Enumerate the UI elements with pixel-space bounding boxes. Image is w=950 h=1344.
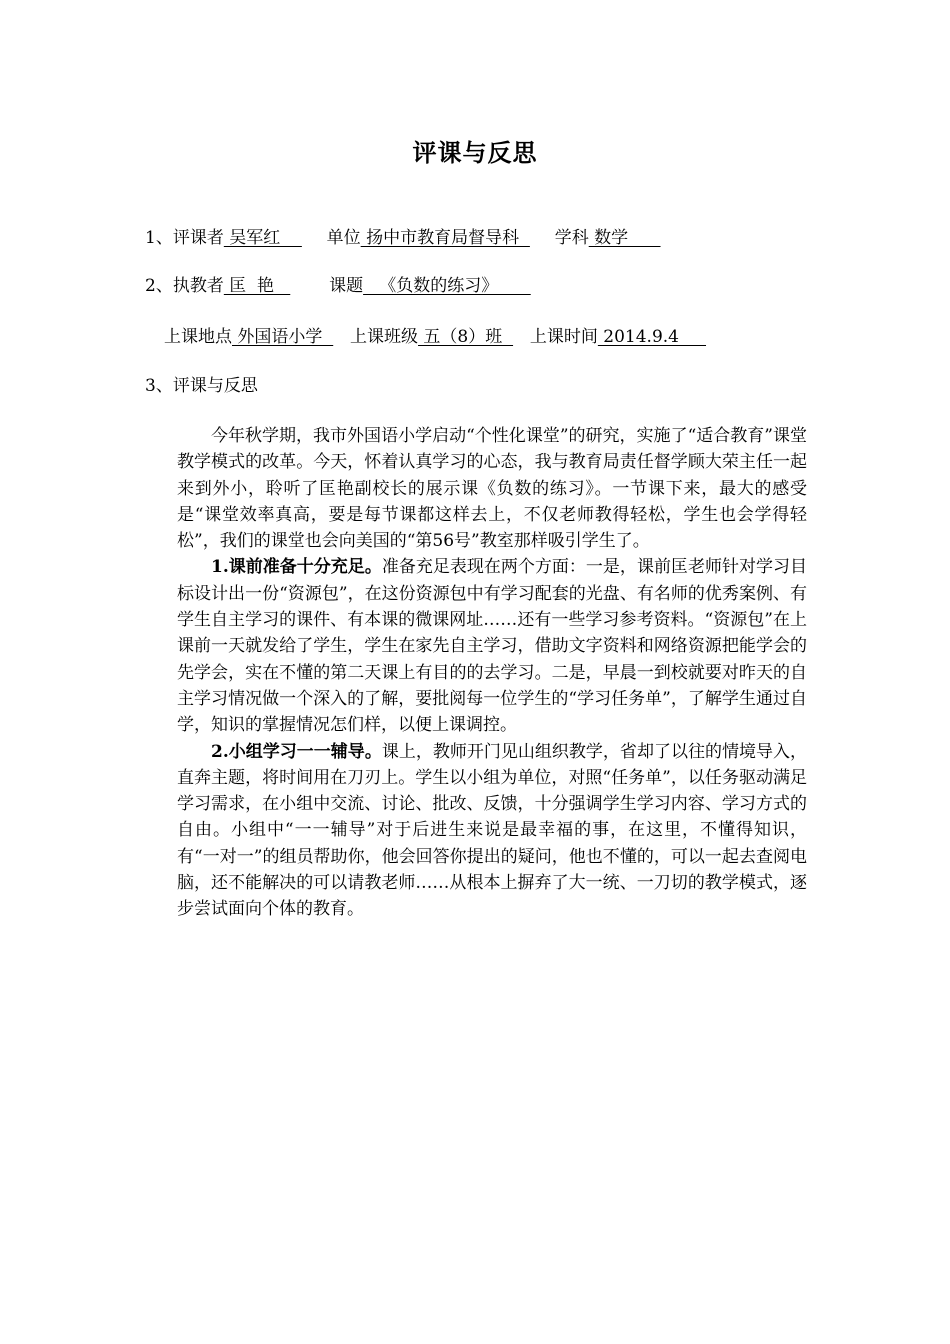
- subject-value: 数学: [588, 228, 661, 248]
- paragraph-2: [177, 739, 807, 923]
- topic-label: 课题: [329, 276, 364, 296]
- paragraph-1-heading: 1.课前准备十分充足。: [211, 557, 382, 578]
- evaluator-value: 吴军红: [223, 228, 302, 248]
- unit-value: 扬中市教育局督导科: [360, 228, 530, 248]
- paragraph-2-heading: 2.小组学习一一辅导。: [211, 741, 382, 762]
- subject-label: 学科: [554, 228, 589, 248]
- page-title: 评课与反思: [412, 138, 538, 167]
- teacher-value: 匡 艳: [223, 276, 291, 296]
- section3-heading: 3、评课与反思: [145, 376, 258, 396]
- class-info-line: [164, 325, 706, 349]
- time-label: 上课时间: [529, 327, 598, 347]
- time-value: 2014.9.4: [597, 327, 707, 347]
- teacher-label: 2、执教者: [145, 276, 224, 296]
- paragraph-1: [177, 554, 807, 738]
- topic-value: 《负数的练习》: [363, 276, 531, 296]
- intro-paragraph: 今年秋学期，我市外国语小学启动“个性化课堂”的研究，实施了“适合教育”课堂教学模式的改革。今天，怀着认真学习的心态，我与教育局责任督学顾大荣主任一起来到外小，聆听了匡艳副校长的展示课《负数的练习》。一节课下来，最大的感受是“课堂效率真高，要是每节课都这样去上，不仅老师教得轻松，学生也会学得轻松”，我们的课堂也会向美国的“第56号”教室那样吸引学生了。: [177, 426, 807, 552]
- reflection-body: [177, 423, 807, 923]
- teacher-line: [145, 274, 531, 298]
- evaluator-line: [145, 226, 661, 250]
- class-label: 上课班级: [350, 327, 419, 347]
- place-value: 外国语小学: [232, 327, 334, 347]
- class-value: 五（8）班: [418, 327, 514, 347]
- paragraph-1-text: 准备充足表现在两个方面：一是，课前匡老师针对学习目标设计出一份“资源包”，在这份资源包中有学习配套的光盘、有名师的优秀案例、有学生自主学习的课件、有本课的微课网址……还有一些学习参考资料。“资源包”在上课前一天就发给了学生，学生在家先自主学习，借助文字资料和网络资源把能学会的先学会，实在不懂的第二天课上有目的的去学习。二是，早晨一到校就要对昨天的自主学习情况做一个深入的了解，要批阅每一位学生的“学习任务单”，了解学生通过自学，知识的掌握情况怎们样，以便上课调控。: [177, 557, 808, 736]
- paragraph-2-text: 课上，教师开门见山组织教学，省却了以往的情境导入，直奔主题，将时间用在刀刃上。学生以小组为单位，对照“任务单”，以任务驱动满足学习需求，在小组中交流、讨论、批改、反馈，十分强调学生学习内容、学习方式的自由。小组中“一一辅导”对于后进生来说是最幸福的事，在这里，不懂得知识，有“一对一”的组员帮助你，他会回答你提出的疑问，他也不懂的，可以一起去查阅电脑，还不能解决的可以请教老师……从根本上摒弃了大一统、一刀切的教学模式，逐步尝试面向个体的教育。: [177, 741, 808, 920]
- unit-label: 单位: [326, 228, 361, 248]
- place-label: 上课地点: [164, 327, 232, 347]
- evaluator-label: 1、评课者: [145, 228, 224, 248]
